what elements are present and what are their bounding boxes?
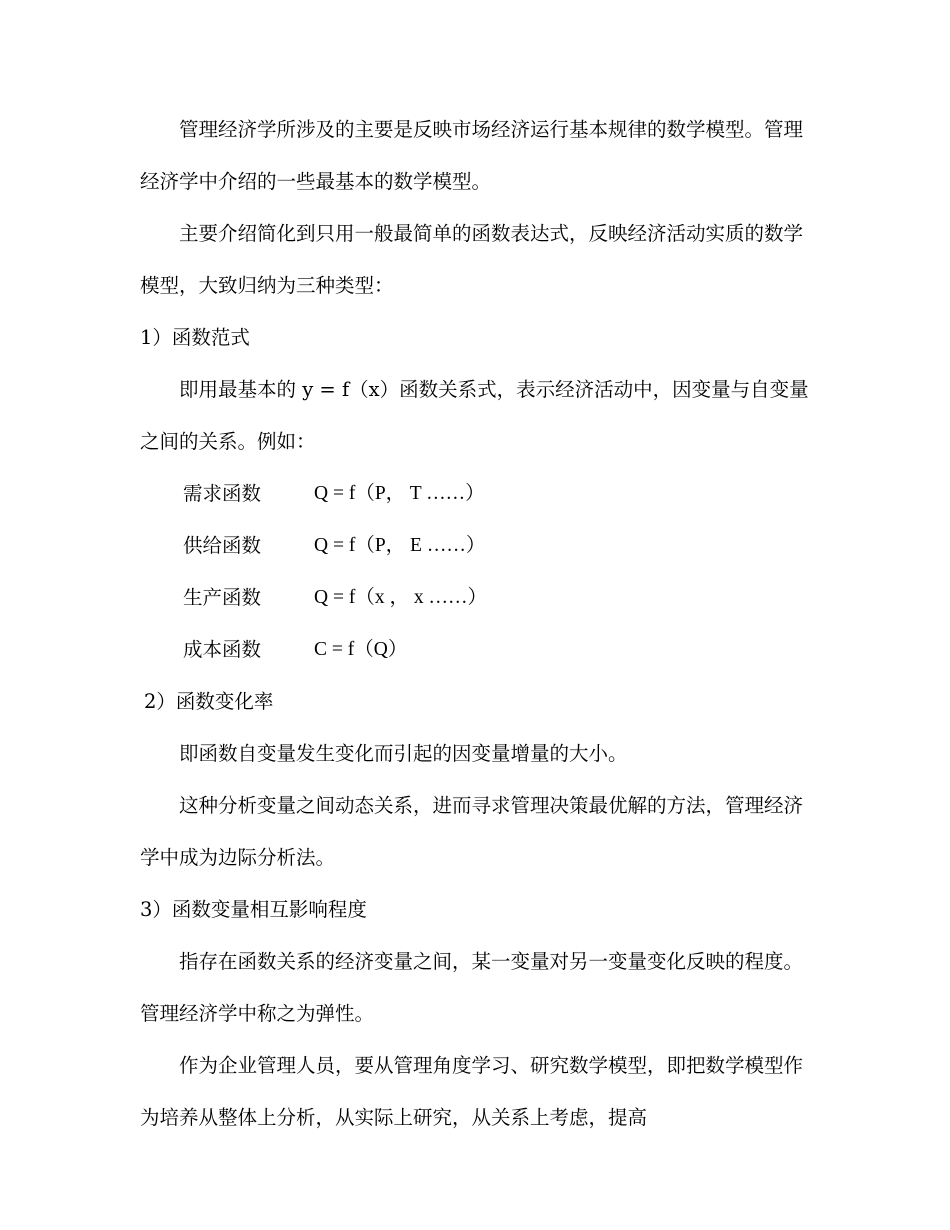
function-name: 需求函数 [183, 482, 262, 505]
paragraph-intro: 管理经济学所涉及的主要是反映市场经济运行基本规律的数学模型。管理经济学中介绍的一些最基本的数学模型。 [140, 118, 804, 193]
paragraph-elasticity: 指存在函数关系的经济变量之间，某一变量对另一变量变化反映的程度。管理经济学中称之为弹性。 [140, 950, 804, 1025]
paragraph-summary: 主要介绍简化到只用一般最简单的函数表达式，反映经济活动实质的数学模型，大致归纳为三种类型： [140, 222, 804, 297]
function-name: 供给函数 [183, 534, 262, 557]
function-row-demand [140, 468, 820, 520]
function-row-production [140, 572, 820, 624]
paragraph-management: 作为企业管理人员，要从管理角度学习、研究数学模型，即把数学模型作为培养从整体上分析，从实际上研究，从关系上考虑，提高 [140, 1054, 804, 1129]
paragraph-function-form: 即用最基本的 y = f（x）函数关系式，表示经济活动中，因变量与自变量之间的关系。例如： [140, 378, 809, 453]
section-heading-rate-of-change: 2）函数变化率 [144, 690, 274, 713]
function-row-supply [140, 520, 820, 572]
section-heading-elasticity: 3）函数变量相互影响程度 [140, 898, 367, 921]
function-name: 生产函数 [183, 586, 262, 609]
document-page [140, 104, 820, 1144]
function-expression: Q = f（P， T ……） [314, 483, 485, 504]
function-expression: Q = f（P， E ……） [314, 535, 486, 556]
function-expression: C = f（Q） [314, 639, 408, 660]
paragraph-marginal-analysis: 这种分析变量之间动态关系，进而寻求管理决策最优解的方法，管理经济学中成为边际分析法。 [140, 794, 804, 869]
paragraph-rate-of-change: 即函数自变量发生变化而引起的因变量增量的大小。 [179, 742, 628, 765]
function-row-cost [140, 624, 820, 676]
function-expression: Q = f（x ， x ……） [314, 587, 487, 608]
function-name: 成本函数 [183, 638, 262, 661]
section-heading-function-form: 1）函数范式 [140, 326, 250, 349]
